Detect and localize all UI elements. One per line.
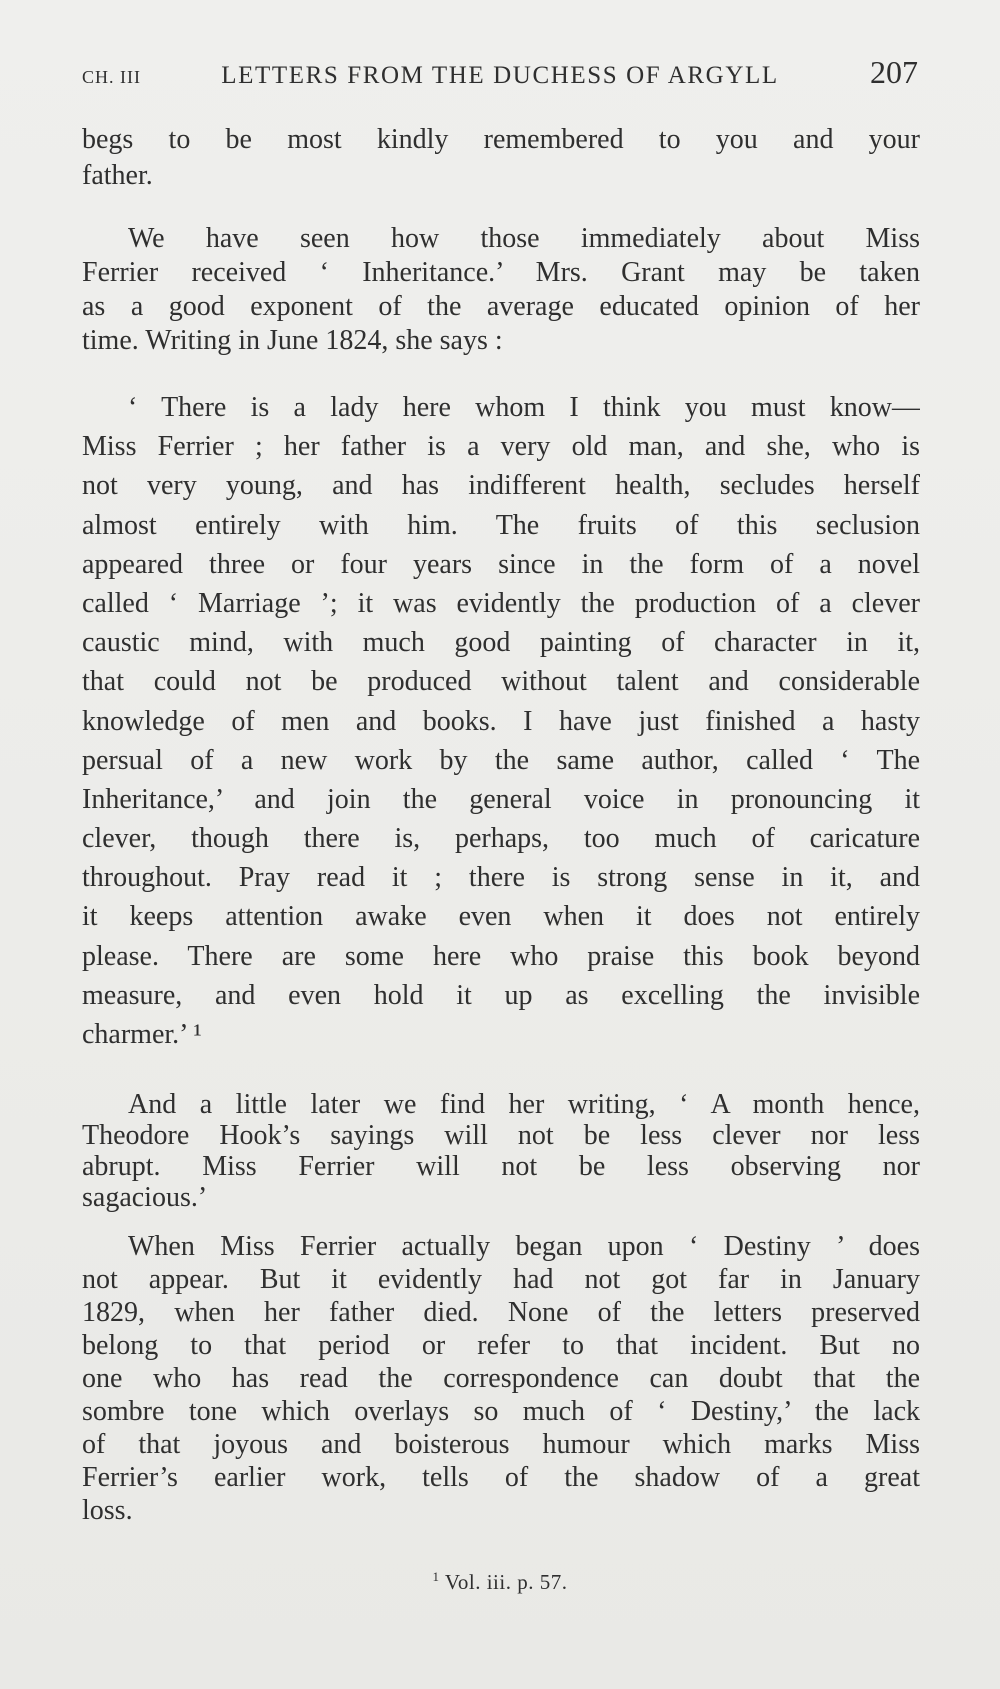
text-line: Ferrier’s earlier work, tells of the shadow of a great xyxy=(82,1462,920,1493)
text-line: clever, though there is, perhaps, too much of caricature xyxy=(82,823,920,855)
text-line: time. Writing in June 1824, she says : xyxy=(82,325,503,356)
paragraph-continuation xyxy=(82,122,920,194)
text-line: not very young, and has indifferent health, secludes herself xyxy=(82,470,920,502)
text-line: not appear. But it evidently had not got far in January xyxy=(82,1264,920,1295)
text-line: as a good exponent of the average educated opinion of her xyxy=(82,291,920,322)
text-line: ‘ There is a lady here whom I think you must know— xyxy=(128,392,920,423)
text-line: persual of a new work by the same author, called ‘ The xyxy=(82,744,920,776)
footnote-marker: 1 xyxy=(432,1569,440,1584)
quoted-letter xyxy=(82,388,920,1054)
text-line: knowledge of men and books. I have just finished a hasty xyxy=(82,705,920,737)
text-line: father. xyxy=(82,160,153,191)
text-line: sombre tone which overlays so much of ‘ Destiny,’ the lack xyxy=(82,1396,920,1427)
text-line: one who has read the correspondence can doubt that the xyxy=(82,1363,920,1394)
text-line: appeared three or four years since in the form of a novel xyxy=(82,548,920,580)
text-line: loss. xyxy=(82,1495,133,1526)
text-line: And a little later we find her writing, ‘ A month hence, xyxy=(128,1089,920,1120)
text-line: Miss Ferrier ; her father is a very old man, and she, who is xyxy=(82,431,920,463)
text-line: Theodore Hook’s sayings will not be less clever nor less xyxy=(82,1120,920,1151)
text-line: Ferrier received ‘ Inheritance.’ Mrs. Grant may be taken xyxy=(82,257,920,288)
text-line: of that joyous and boisterous humour which marks Miss xyxy=(82,1429,920,1460)
text-line: measure, and even hold it up as excelling the invisible xyxy=(82,979,920,1011)
running-title: LETTERS FROM THE DUCHESS OF ARGYLL xyxy=(221,62,779,89)
text-line: it keeps attention awake even when it does not entirely xyxy=(82,901,920,933)
text-line: When Miss Ferrier actually began upon ‘ Destiny ’ does xyxy=(128,1231,920,1262)
paragraph-inheritance xyxy=(82,222,920,358)
text-line: caustic mind, with much good painting of character in it, xyxy=(82,627,920,659)
paragraph-month-hence xyxy=(82,1089,920,1213)
text-line: that could not be produced without talent and considerable xyxy=(82,666,920,698)
text-line: sagacious.’ xyxy=(82,1182,208,1213)
text-line: called ‘ Marriage ’; it was evidently the production of a clever xyxy=(82,587,920,619)
text-line: charmer.’ ¹ xyxy=(82,1019,202,1050)
page-number: 207 xyxy=(870,54,918,90)
text-line: begs to be most kindly remembered to you and your xyxy=(82,124,920,155)
running-head xyxy=(82,54,918,100)
text-line: We have seen how those immediately about Miss xyxy=(128,223,920,254)
text-line: 1829, when her father died. None of the letters preserved xyxy=(82,1297,920,1328)
text-line: abrupt. Miss Ferrier will not be less observing nor xyxy=(82,1151,920,1182)
paragraph-destiny xyxy=(82,1230,920,1527)
footnote-text: Vol. iii. p. 57. xyxy=(444,1570,568,1594)
text-line: belong to that period or refer to that incident. But no xyxy=(82,1330,920,1361)
text-line: throughout. Pray read it ; there is strong sense in it, and xyxy=(82,862,920,894)
text-line: almost entirely with him. The fruits of this seclusion xyxy=(82,509,920,541)
text-line: Inheritance,’ and join the general voice in pronouncing it xyxy=(82,783,920,815)
chapter-label: CH. III xyxy=(82,67,141,87)
footnote xyxy=(0,1569,1000,1595)
text-line: please. There are some here who praise this book beyond xyxy=(82,940,920,972)
